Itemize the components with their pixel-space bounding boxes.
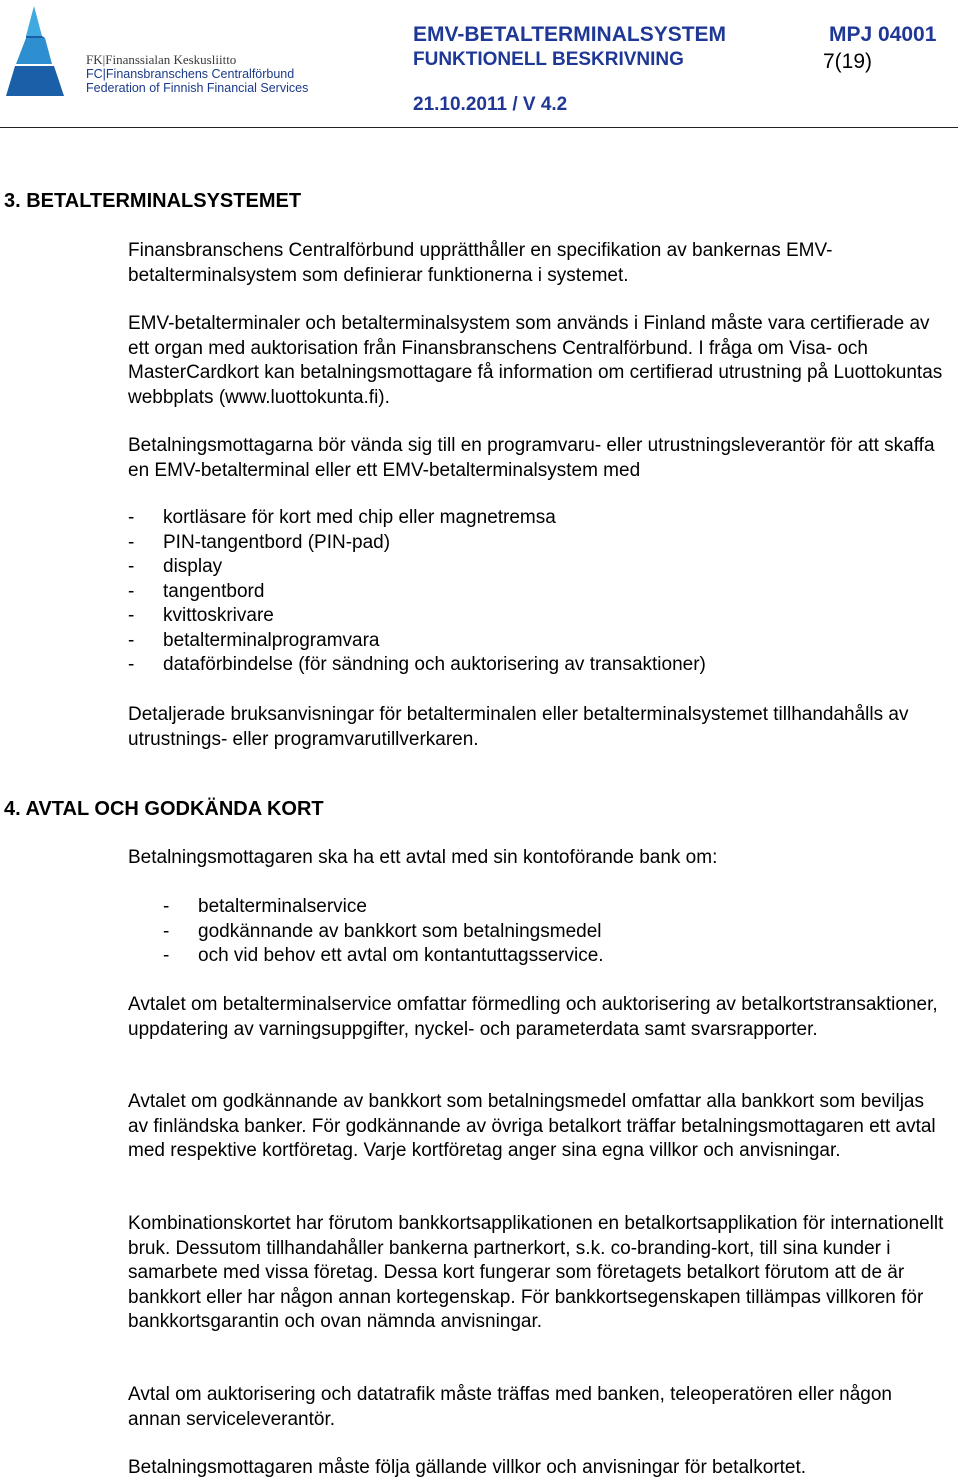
section-4-paragraph-5: Avtal om auktorisering och datatrafik måste träffas med banken, teleoperatören eller någon annan serviceleverantör. bbox=[128, 1384, 892, 1430]
list-item: - PIN-tangentbord (PIN-pad) bbox=[128, 531, 391, 553]
organization-logo bbox=[6, 6, 316, 102]
list-item: - kvittoskrivare bbox=[128, 605, 274, 626]
section-3-paragraph-2: EMV-betalterminaler och betalterminalsystem som används i Finland måste vara certifierade av ett organ med auktorisation från Finansbranschens Centralförbund. I fråga om Visa- och MasterCardkort kan betalningsmottagare få information om certifierad utrustning på Luottokuntas webbplats (www.luottokunta.fi). bbox=[128, 313, 943, 408]
agreement-list bbox=[163, 895, 604, 969]
section-4-heading: 4. AVTAL OCH GODKÄNDA KORT bbox=[4, 798, 324, 820]
logo-mark-icon bbox=[6, 6, 86, 102]
document-title: EMV-BETALTERMINALSYSTEM bbox=[413, 23, 727, 46]
logo-text-english: Federation of Finnish Financial Services bbox=[86, 81, 309, 95]
page-number: 7(19) bbox=[823, 50, 873, 73]
section-4-paragraph-4: Kombinationskortet har förutom bankkortsapplikationen en betalkortsapplikation för internationellt bruk. Dessutom tillhandahåller bankerna partnerkort, s.k. co-branding-kort, till sina kunder i samarbete med vissa företag. Dessa kort fungerar som företagets betalkort förutom att de är bankkort eller har någon annan kortegenskap. För bankkortsegenskapen tillämpas villkoren för bankkortsgarantin och ovan nämnda anvisningar. bbox=[128, 1213, 944, 1332]
list-item: - och vid behov ett avtal om kontantuttagsservice. bbox=[163, 945, 604, 966]
list-item: - display bbox=[128, 556, 223, 577]
logo-text-finnish: FK|Finanssialan Keskusliitto bbox=[86, 52, 237, 67]
list-item: - betalterminalprogramvara bbox=[128, 629, 380, 651]
section-4-paragraph-1: Betalningsmottagaren ska ha ett avtal med sin kontoförande bank om: bbox=[128, 847, 718, 868]
document-subtitle: FUNKTIONELL BESKRIVNING bbox=[413, 49, 684, 70]
list-item: - kortläsare för kort med chip eller magnetremsa bbox=[128, 507, 556, 528]
page-header bbox=[0, 0, 960, 130]
list-item: - betalterminalservice bbox=[163, 896, 367, 917]
section-3-paragraph-1: Finansbranschens Centralförbund upprätthåller en specifikation av bankernas EMV-betalterminalsystem som definierar funktionerna i systemet. bbox=[128, 240, 833, 286]
section-3-heading: 3. BETALTERMINALSYSTEMET bbox=[4, 190, 302, 212]
list-item: - tangentbord bbox=[128, 580, 265, 602]
section-3-paragraph-3: Betalningsmottagarna bör vända sig till en programvaru- eller utrustningsleverantör för att skaffa en EMV-betalterminal eller ett EMV-betalterminalsystem med bbox=[128, 435, 935, 481]
section-4-paragraph-3: Avtalet om godkännande av bankkort som betalningsmedel omfattar alla bankkort som beviljas av finländska banker. För godkännande av övriga betalkort träffar betalningsmottagaren ett avtal med respektive kortföretag. Varje kortföretag anger sina egna villkor och anvisningar. bbox=[128, 1091, 936, 1161]
equipment-list bbox=[128, 506, 706, 678]
list-item: - godkännande av bankkort som betalningsmedel bbox=[163, 920, 602, 942]
date-version: 21.10.2011 / V 4.2 bbox=[413, 94, 568, 115]
section-4-paragraph-6: Betalningsmottagaren måste följa gällande villkor och anvisningar för betalkortet. bbox=[128, 1457, 807, 1478]
list-item: - dataförbindelse (för sändning och auktorisering av transaktioner) bbox=[128, 654, 706, 675]
header-divider bbox=[0, 127, 958, 128]
section-3-paragraph-4: Detaljerade bruksanvisningar för betalterminalen eller betalterminalsystemet tillhandahålls av utrustnings- eller programvarutillverkaren. bbox=[128, 704, 909, 750]
section-4-paragraph-2: Avtalet om betalterminalservice omfattar förmedling och auktorisering av betalkortstransaktioner, uppdatering av varningsuppgifter, nyckel- och parameterdata samt svarsrapporter. bbox=[128, 994, 938, 1040]
document-number: MPJ 04001 bbox=[829, 23, 937, 46]
logo-text-swedish: FC|Finansbranschens Centralförbund bbox=[86, 67, 295, 81]
